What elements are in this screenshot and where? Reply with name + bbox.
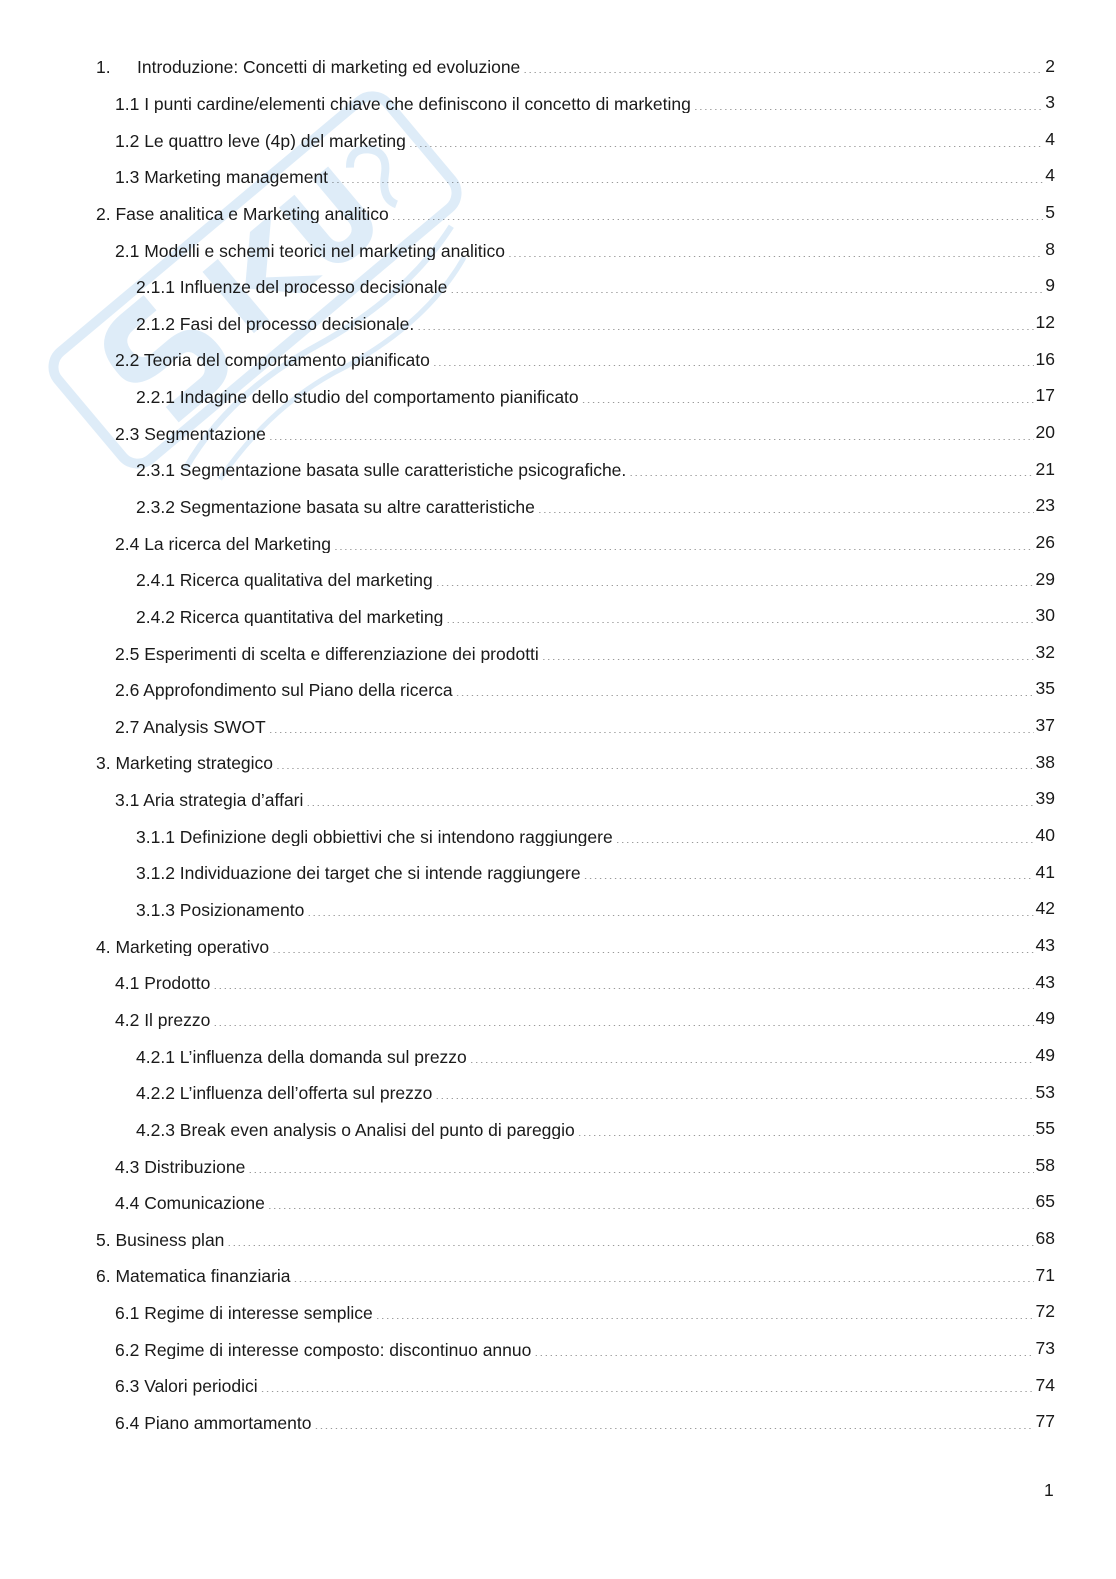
toc-entry-page: 43 (1035, 971, 1055, 992)
toc-entry-label (136, 899, 1036, 920)
toc-entry-page: 35 (1035, 678, 1055, 699)
toc-entry-title: 2.3 Segmentazione (115, 423, 266, 444)
dot-leader (450, 276, 1043, 294)
toc-entry-label (115, 239, 1045, 260)
toc-entry-page: 23 (1035, 495, 1055, 516)
toc-entry-title: 2.1.2 Fasi del processo decisionale. (136, 313, 415, 334)
toc-entry-label (136, 1045, 1036, 1066)
toc-entry-label (136, 1118, 1036, 1139)
toc-entry[interactable] (0, 524, 1116, 561)
toc-entry-title: 4.2.3 Break even analysis o Analisi del punto di pareggio (136, 1119, 575, 1140)
toc-entry-page: 43 (1035, 934, 1055, 955)
toc-entry-label (115, 1338, 1036, 1359)
toc-entry-title: 6.2 Regime di interesse composto: discontinuo annuo (115, 1339, 532, 1360)
dot-leader (446, 605, 1033, 623)
toc-entry-title: 3.1.1 Definizione degli obbiettivi che si intendono raggiungere (136, 826, 613, 847)
toc-entry[interactable] (0, 1367, 1116, 1404)
dot-leader (294, 1265, 1034, 1283)
page-number: 1 (1044, 1480, 1054, 1500)
toc-entry[interactable] (0, 158, 1116, 195)
toc-entry-label (115, 1302, 1036, 1323)
toc-entry-page: 68 (1035, 1228, 1055, 1249)
toc-entry-page: 41 (1035, 861, 1055, 882)
toc-entry-page: 8 (1045, 238, 1055, 259)
toc-entry[interactable] (0, 708, 1116, 745)
toc-entry-label (115, 679, 1036, 700)
toc-entry-title: 2.4.2 Ricerca quantitativa del marketing (136, 606, 444, 627)
toc-entry[interactable] (0, 304, 1116, 341)
toc-entry-page: 53 (1035, 1081, 1055, 1102)
toc-entry-label (136, 1082, 1036, 1103)
toc-entry-title: 4.2 Il prezzo (115, 1009, 211, 1030)
toc-entry-label (115, 1375, 1036, 1396)
dot-leader (334, 532, 1034, 550)
toc-entry-page: 55 (1035, 1118, 1055, 1139)
toc-entry[interactable] (0, 1294, 1116, 1331)
toc-entry[interactable] (0, 927, 1116, 964)
toc-entry-title: 2.1 Modelli e schemi teorici nel marketing analitico (115, 240, 506, 261)
toc-entry-label (136, 459, 1036, 480)
toc-entry-page: 72 (1035, 1301, 1055, 1322)
toc-entry-page: 2 (1045, 55, 1055, 76)
toc-entry-label (115, 789, 1036, 810)
toc-entry-title: 1.1 I punti cardine/elementi chiave che definiscono il concetto di marketing (115, 93, 691, 114)
toc-entry-label (136, 496, 1036, 517)
toc-entry[interactable] (0, 48, 1116, 85)
toc-entry-title: 2.6 Approfondimento sul Piano della ricerca (115, 680, 453, 700)
toc-entry[interactable] (0, 854, 1116, 891)
toc-entry-page: 65 (1035, 1191, 1055, 1212)
toc-entry-title: 3.1.3 Posizionamento (136, 900, 305, 920)
toc-entry-title: 2.3.1 Segmentazione basata sulle caratteristiche psicografiche. (136, 460, 627, 480)
toc-entry[interactable] (0, 671, 1116, 708)
toc-entry-label (136, 569, 1036, 590)
toc-entry-page: 16 (1035, 348, 1055, 369)
dot-leader (538, 496, 1034, 514)
toc-entry-page: 9 (1045, 275, 1055, 296)
toc-entry-page: 38 (1035, 751, 1055, 772)
toc-entry-page: 26 (1035, 531, 1055, 552)
toc-entry-label (136, 862, 1036, 883)
toc-entry-title: Introduzione: Concetti di marketing ed evoluzione (137, 57, 521, 77)
toc-entry-label (115, 92, 1045, 113)
toc-entry-label (115, 1412, 1036, 1433)
toc-entry-page: 29 (1035, 568, 1055, 589)
dot-leader (331, 166, 1043, 184)
dot-leader (578, 1118, 1034, 1136)
toc-entry-title: 6.3 Valori periodici (115, 1376, 258, 1396)
toc-entry-title: 3.1 Aria strategia d’affari (115, 790, 304, 810)
toc-entry-label (136, 312, 1036, 333)
dot-leader (248, 1155, 1033, 1173)
toc-entry-page: 39 (1035, 788, 1055, 809)
dot-leader (456, 679, 1034, 697)
toc-entry-label (115, 532, 1036, 553)
toc-entry-label (115, 1192, 1036, 1213)
toc-entry-label (115, 642, 1036, 663)
toc-entry-label (115, 1155, 1036, 1176)
toc-entry[interactable] (0, 1001, 1116, 1038)
dot-leader (694, 92, 1043, 110)
dot-leader (616, 825, 1034, 843)
toc-entry[interactable] (0, 1111, 1116, 1148)
toc-entry[interactable] (0, 1184, 1116, 1221)
dot-leader (523, 56, 1043, 74)
toc-entry[interactable] (0, 817, 1116, 854)
dot-leader (584, 862, 1034, 880)
toc-entry-title: 4.3 Distribuzione (115, 1156, 246, 1177)
toc-entry-label (115, 422, 1036, 443)
toc-entry[interactable] (0, 1257, 1116, 1294)
table-of-contents (0, 48, 1116, 1440)
toc-entry[interactable] (0, 341, 1116, 378)
toc-entry-page: 4 (1045, 165, 1055, 186)
dot-leader (213, 972, 1033, 990)
toc-entry-label (136, 825, 1036, 846)
toc-entry-label (96, 1228, 1036, 1249)
dot-leader (268, 1192, 1034, 1210)
toc-entry[interactable] (0, 451, 1116, 488)
toc-entry-page: 77 (1035, 1411, 1055, 1432)
toc-entry-label (115, 1008, 1036, 1029)
toc-entry[interactable] (0, 891, 1116, 928)
toc-entry-page: 40 (1035, 825, 1055, 846)
toc-entry[interactable] (0, 85, 1116, 122)
toc-entry-label (136, 386, 1036, 407)
toc-entry[interactable] (0, 634, 1116, 671)
toc-entry-title: 2.3.2 Segmentazione basata su altre caratteristiche (136, 497, 535, 517)
toc-entry-page: 71 (1035, 1264, 1055, 1285)
toc-entry-label (115, 129, 1045, 150)
dot-leader (436, 569, 1034, 587)
toc-entry[interactable] (0, 231, 1116, 268)
toc-entry[interactable] (0, 268, 1116, 305)
toc-entry[interactable] (0, 1037, 1116, 1074)
toc-entry-label (96, 1265, 1036, 1286)
dot-leader (629, 459, 1033, 477)
toc-entry-label (136, 605, 1036, 626)
toc-entry-title: 4.4 Comunicazione (115, 1193, 265, 1213)
toc-entry-page: 74 (1035, 1374, 1055, 1395)
toc-entry[interactable] (0, 561, 1116, 598)
toc-entry[interactable] (0, 378, 1116, 415)
toc-entry-page: 42 (1035, 898, 1055, 919)
toc-entry-title: 2.7 Analysis SWOT (115, 716, 266, 737)
toc-entry-page: 49 (1035, 1008, 1055, 1029)
dot-leader (269, 422, 1034, 440)
toc-entry-label (115, 166, 1045, 187)
dot-leader (582, 386, 1034, 404)
dot-leader (534, 1338, 1033, 1356)
toc-entry[interactable] (0, 121, 1116, 158)
toc-entry-page: 3 (1045, 92, 1055, 113)
dot-leader (307, 899, 1033, 917)
toc-entry[interactable] (0, 1074, 1116, 1111)
toc-entry-title: 2.1.1 Influenze del processo decisionale (136, 277, 448, 297)
toc-entry-title: 2.5 Esperimenti di scelta e differenziazione dei prodotti (115, 643, 539, 664)
toc-entry-label (115, 715, 1036, 736)
toc-entry[interactable] (0, 1330, 1116, 1367)
toc-entry-page: 4 (1045, 128, 1055, 149)
dot-leader (417, 312, 1033, 330)
dot-leader (261, 1375, 1034, 1393)
toc-entry-title: 2.4 La ricerca del Marketing (115, 533, 331, 554)
toc-entry[interactable] (0, 1147, 1116, 1184)
toc-entry-page: 73 (1035, 1337, 1055, 1358)
toc-entry-title: 1.3 Marketing management (115, 167, 329, 187)
toc-entry-title: 6. Matematica finanziaria (96, 1266, 291, 1286)
toc-entry-title: 2.2.1 Indagine dello studio del comportamento pianificato (136, 387, 579, 407)
toc-entry-page: 30 (1035, 605, 1055, 626)
toc-entry-page: 37 (1035, 715, 1055, 736)
toc-entry-page: 32 (1035, 641, 1055, 662)
toc-entry-label (115, 972, 1036, 993)
dot-leader (306, 789, 1033, 807)
dot-leader (392, 202, 1043, 220)
toc-entry[interactable] (0, 488, 1116, 525)
dot-leader (542, 642, 1034, 660)
toc-entry[interactable] (0, 964, 1116, 1001)
toc-entry-page: 49 (1035, 1044, 1055, 1065)
toc-entry-title: 2.2 Teoria del comportamento pianificato (115, 350, 430, 370)
toc-entry-title: 6.4 Piano ammortamento (115, 1413, 312, 1433)
dot-leader (435, 1082, 1033, 1100)
toc-entry-label (136, 276, 1045, 297)
toc-entry-title: 5. Business plan (96, 1229, 225, 1250)
toc-entry-label (96, 752, 1036, 773)
toc-entry-title: 2.4.1 Ricerca qualitativa del marketing (136, 570, 433, 590)
toc-entry[interactable] (0, 781, 1116, 818)
toc-entry-page: 5 (1045, 202, 1055, 223)
toc-entry-title: 6.1 Regime di interesse semplice (115, 1303, 373, 1323)
dot-leader (269, 715, 1034, 733)
toc-entry-title: 4.2.1 L’influenza della domanda sul prezzo (136, 1046, 467, 1067)
dot-leader (315, 1412, 1034, 1430)
dot-leader (470, 1045, 1034, 1063)
dot-leader (272, 935, 1033, 953)
toc-entry-label (96, 56, 1045, 77)
toc-entry-number: 1. (96, 57, 111, 77)
dot-leader (376, 1302, 1034, 1320)
toc-entry-title: 4.1 Prodotto (115, 973, 211, 993)
toc-entry-label (115, 349, 1036, 370)
toc-entry-title: 3. Marketing strategico (96, 753, 274, 773)
toc-entry[interactable] (0, 414, 1116, 451)
toc-entry-page: 12 (1035, 312, 1055, 333)
toc-entry-title: 4.2.2 L’influenza dell’offerta sul prezzo (136, 1083, 433, 1103)
toc-entry[interactable] (0, 1221, 1116, 1258)
dot-leader (227, 1228, 1033, 1246)
dot-leader (276, 752, 1034, 770)
toc-entry-page: 20 (1035, 421, 1055, 442)
toc-entry-page: 17 (1035, 385, 1055, 406)
toc-entry[interactable] (0, 195, 1116, 232)
dot-leader (409, 129, 1043, 147)
toc-entry-label (96, 202, 1045, 223)
dot-leader (213, 1008, 1033, 1026)
toc-entry[interactable] (0, 598, 1116, 635)
toc-entry-title: 4. Marketing operativo (96, 936, 270, 957)
dot-leader (433, 349, 1034, 367)
toc-entry[interactable] (0, 744, 1116, 781)
toc-entry-page: 21 (1035, 458, 1055, 479)
toc-entry[interactable] (0, 1404, 1116, 1441)
toc-entry-page: 58 (1035, 1154, 1055, 1175)
toc-entry-title: 1.2 Le quattro leve (4p) del marketing (115, 130, 406, 151)
toc-entry-title: 2. Fase analitica e Marketing analitico (96, 203, 389, 224)
dot-leader (508, 239, 1043, 257)
toc-entry-label (96, 935, 1036, 956)
toc-entry-title: 3.1.2 Individuazione dei target che si intende raggiungere (136, 863, 581, 883)
